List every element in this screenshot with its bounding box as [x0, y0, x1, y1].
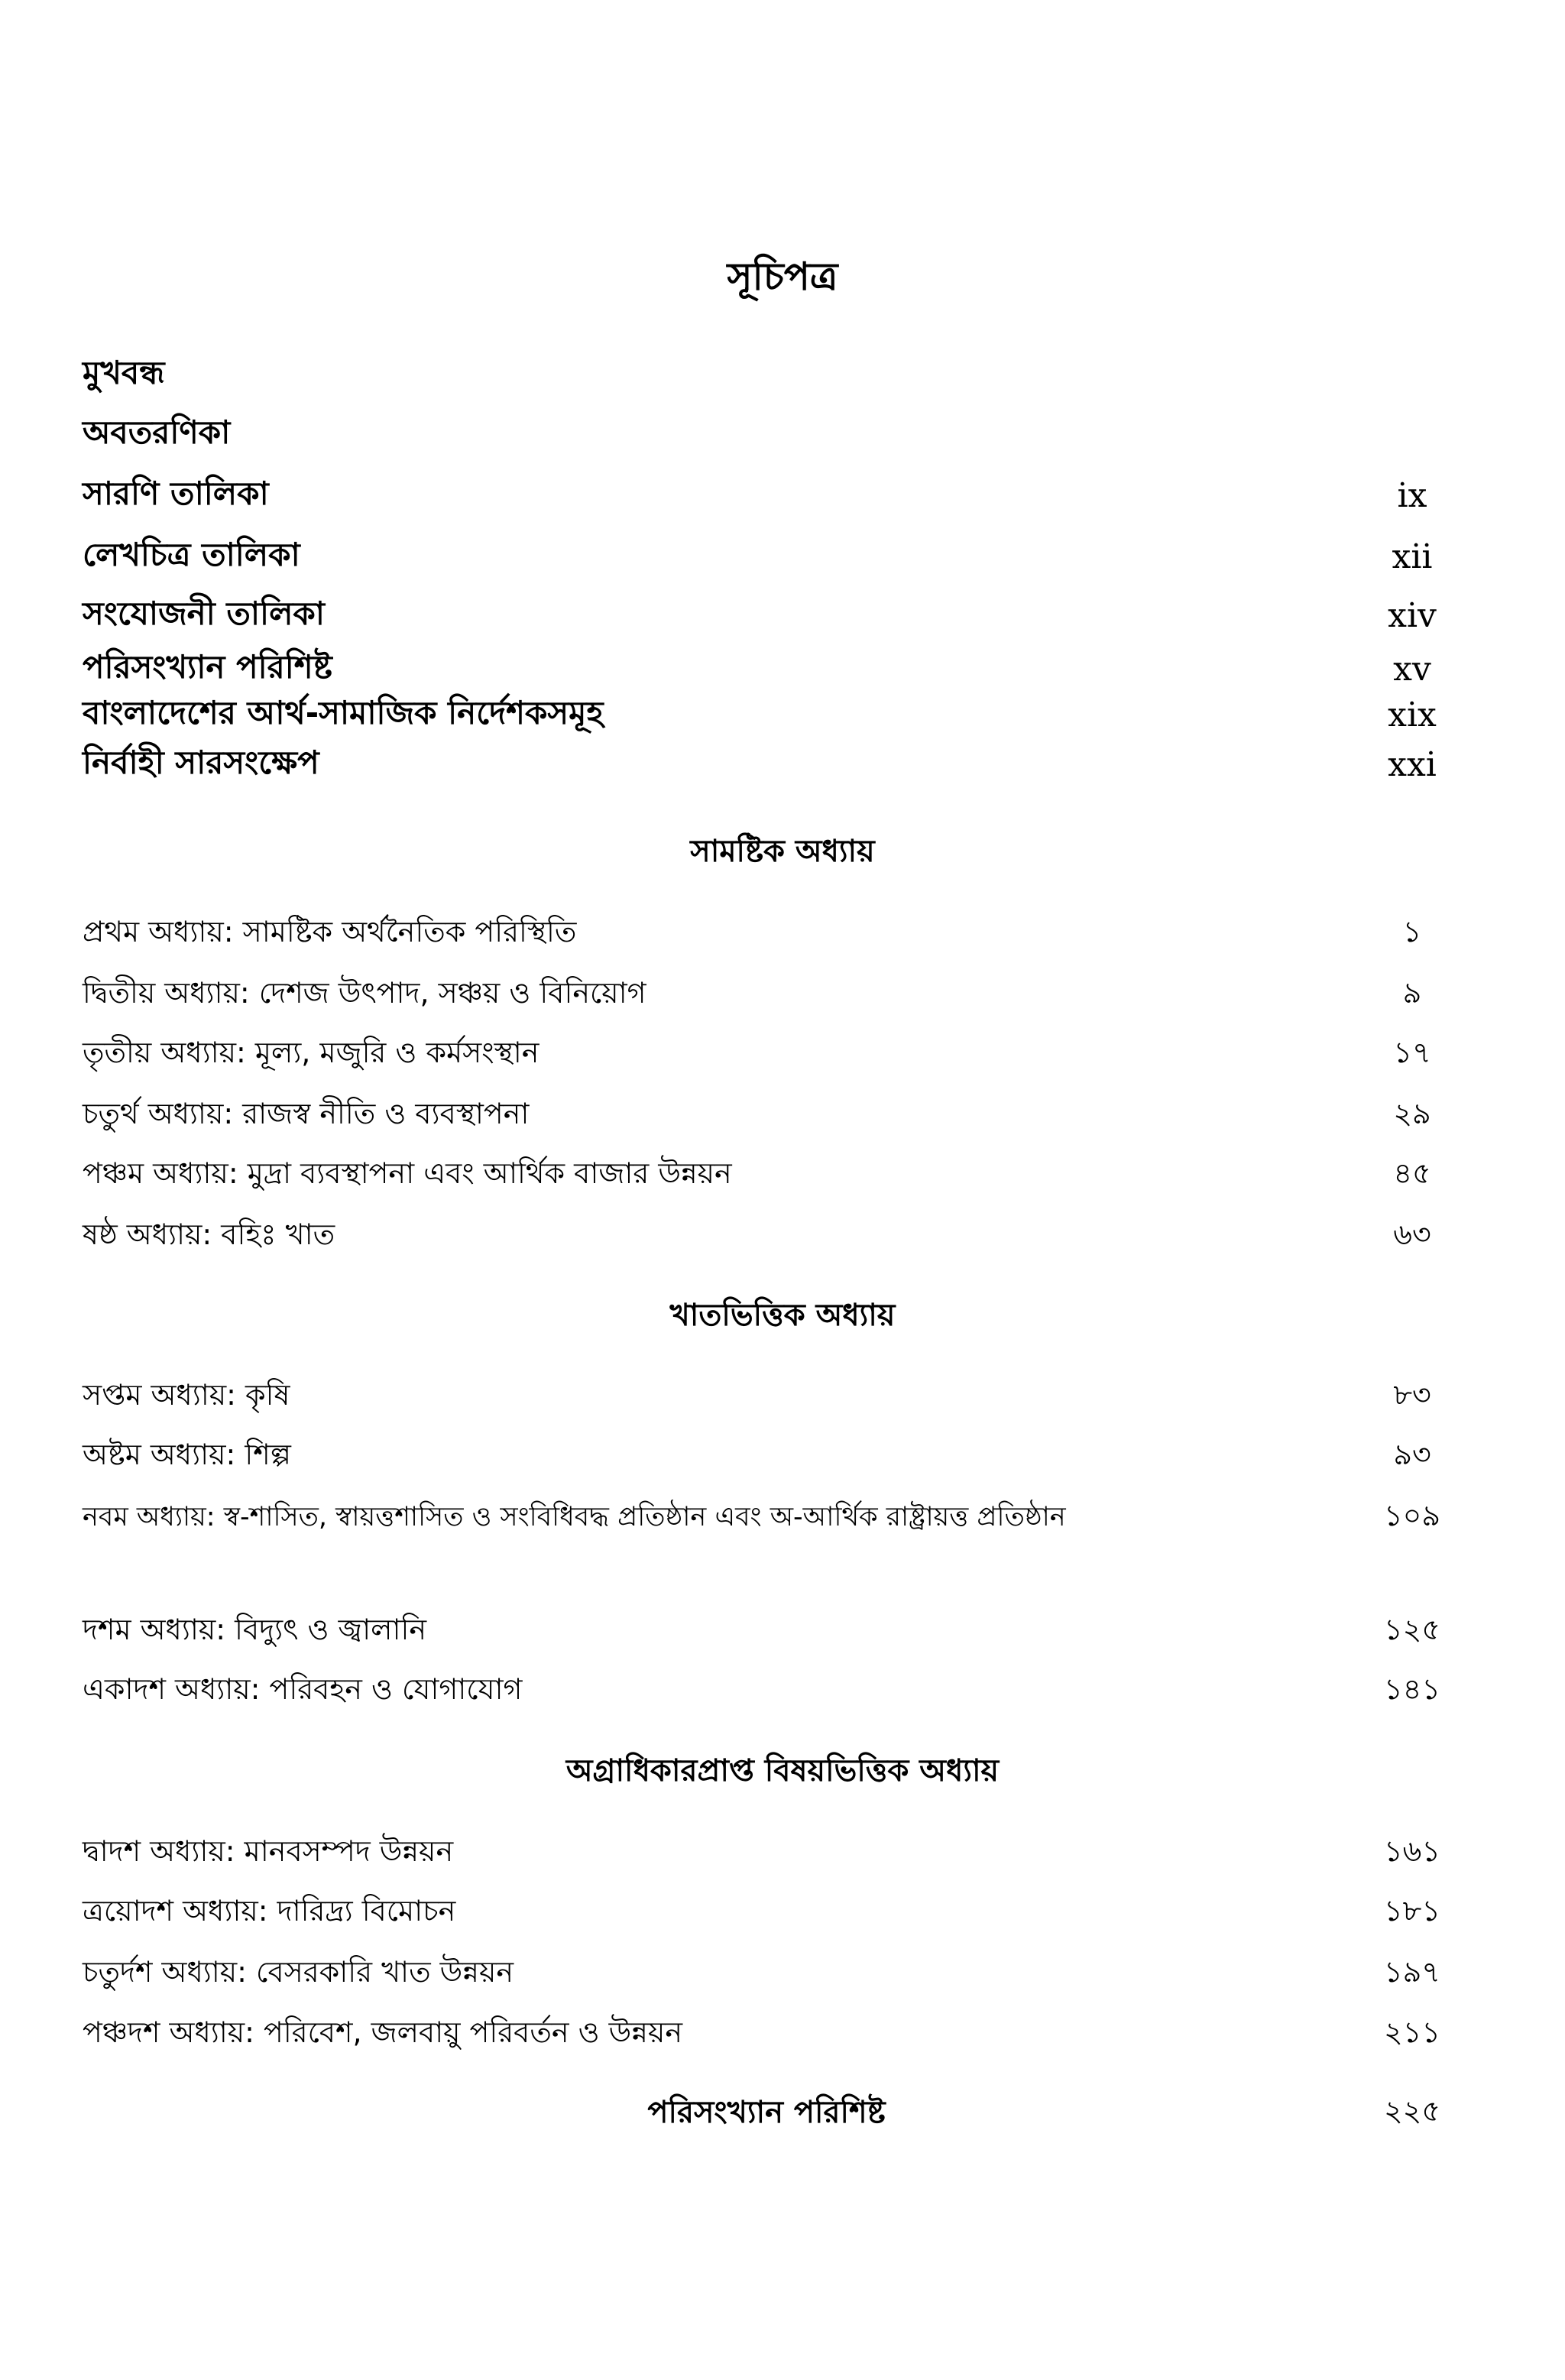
toc-entry[interactable]	[83, 1214, 1450, 1260]
toc-entry-label: পরিসংখ্যান পরিশিষ্ট	[83, 647, 332, 686]
toc-entry-label: অবতরণিকা	[83, 413, 231, 451]
toc-entry-label: পঞ্চম অধ্যায়: মুদ্রা ব্যবস্থাপনা এবং আর্থিক বাজার উন্নয়ন	[83, 1156, 732, 1190]
toc-page-number: xxi	[1388, 744, 1437, 784]
toc-page-number: ১৮১	[1384, 1894, 1440, 1928]
toc-entry-label: নির্বাহী সারসংক্ষেপ	[83, 743, 319, 781]
toc-entry-label: চতুর্দশ অধ্যায়: বেসরকারি খাত উন্নয়ন	[83, 1955, 514, 1989]
toc-entry[interactable]	[83, 411, 1450, 457]
toc-page-number: xiv	[1388, 595, 1437, 635]
toc-page-number: ১২৫	[1383, 1613, 1441, 1646]
toc-entry-label: প্রথম অধ্যায়: সামষ্টিক অর্থনৈতিক পরিস্থিতি	[83, 915, 577, 948]
toc-entry-label: দ্বিতীয় অধ্যায়: দেশজ উৎপাদ, সঞ্চয় ও বিনিয়োগ	[83, 976, 646, 1010]
toc-entry[interactable]	[83, 741, 1450, 787]
toc-page-number: ১৭	[1393, 1036, 1431, 1069]
toc-page-number: ১৯৭	[1383, 1955, 1441, 1989]
toc-page-number: xii	[1392, 537, 1433, 576]
toc-entry-appendix[interactable]	[83, 2090, 1450, 2136]
toc-entry-label: তৃতীয় অধ্যায়: মূল্য, মজুরি ও কর্মসংস্থান	[83, 1036, 539, 1069]
toc-page-number: ৪৫	[1393, 1156, 1431, 1190]
toc-entry[interactable]	[83, 592, 1450, 638]
toc-entry[interactable]	[83, 1951, 1450, 1997]
toc-entry[interactable]	[83, 1668, 1450, 1714]
toc-entry-label: অষ্টম অধ্যায়: শিল্প	[83, 1438, 291, 1471]
toc-entry-label: পরিসংখ্যান পরিশিষ্ট	[647, 2094, 886, 2130]
toc-entry[interactable]	[83, 2012, 1450, 2057]
toc-entry[interactable]	[83, 911, 1450, 957]
toc-page-number: ১৪১	[1384, 1672, 1440, 1706]
toc-entry[interactable]	[83, 533, 1450, 579]
page-title: সূচিপত্র	[727, 255, 838, 299]
toc-entry[interactable]	[83, 1495, 1450, 1541]
toc-page-number: ১৬১	[1383, 1834, 1441, 1868]
toc-page-number: ২১১	[1383, 2015, 1441, 2049]
toc-page-number: ৮৩	[1393, 1378, 1431, 1412]
toc-entry-label: সংযোজনী তালিকা	[83, 594, 325, 632]
toc-entry-label: মুখবন্ধ	[83, 353, 165, 391]
toc-entry[interactable]	[83, 646, 1450, 692]
toc-entry[interactable]	[83, 1609, 1450, 1655]
toc-entry[interactable]	[83, 1093, 1450, 1139]
toc-page-number: ৯৩	[1393, 1438, 1431, 1471]
toc-page-number: ১	[1402, 915, 1422, 948]
toc-entry-label: বাংলাদেশের আর্থ-সামাজিক নির্দেশকসমূহ	[83, 693, 604, 731]
toc-entry[interactable]	[83, 472, 1450, 518]
toc-page-number: ৯	[1402, 976, 1422, 1010]
section-heading: খাতভিত্তিক অধ্যায়	[669, 1297, 896, 1333]
toc-entry[interactable]	[83, 1032, 1450, 1078]
toc-page-number: xv	[1393, 649, 1431, 689]
toc-page-number: ৬৩	[1393, 1218, 1431, 1251]
toc-entry-label: সারণি তালিকা	[83, 474, 269, 512]
toc-entry-label: পঞ্চদশ অধ্যায়: পরিবেশ, জলবায়ু পরিবর্তন ও উন্নয়ন	[83, 2015, 683, 2049]
toc-entry[interactable]	[83, 972, 1450, 1018]
section-heading: অগ্রাধিকারপ্রাপ্ত বিষয়ভিত্তিক অধ্যায়	[565, 1753, 1000, 1788]
toc-entry-label: চতুর্থ অধ্যায়: রাজস্ব নীতি ও ব্যবস্থাপনা	[83, 1097, 530, 1130]
toc-page-number: ২৯	[1393, 1097, 1431, 1130]
toc-entry[interactable]	[83, 352, 1450, 397]
toc-entry-label: দশম অধ্যায়: বিদ্যুৎ ও জ্বালানি	[83, 1613, 427, 1646]
section-heading: সামষ্টিক অধ্যায়	[690, 833, 875, 869]
toc-entry[interactable]	[83, 1890, 1450, 1936]
toc-page-number: ১০৯	[1383, 1499, 1441, 1532]
toc-entry[interactable]	[83, 1374, 1450, 1420]
toc-entry-label: দ্বাদশ অধ্যায়: মানবসম্পদ উন্নয়ন	[83, 1834, 454, 1868]
toc-page-number: ix	[1397, 475, 1427, 515]
toc-entry[interactable]	[83, 692, 1450, 738]
toc-entry-label: সপ্তম অধ্যায়: কৃষি	[83, 1378, 290, 1412]
toc-entry-label: একাদশ অধ্যায়: পরিবহন ও যোগাযোগ	[83, 1672, 523, 1706]
toc-entry[interactable]	[83, 1434, 1450, 1480]
toc-entry-label: ষষ্ঠ অধ্যায়: বহিঃ খাত	[83, 1218, 335, 1251]
toc-entry[interactable]	[83, 1830, 1450, 1876]
toc-page-number: ২২৫	[1383, 2094, 1441, 2128]
toc-entry-label: ত্রয়োদশ অধ্যায়: দারিদ্র্য বিমোচন	[83, 1894, 456, 1928]
toc-page-number: xix	[1388, 695, 1437, 734]
toc-entry-label: নবম অধ্যায়: স্ব-শাসিত, স্বায়ত্তশাসিত ও সংবিধিবদ্ধ প্রতিষ্ঠান এবং অ-আর্থিক রাষ্ট্রায়ত্ত প্রতিষ্ঠান	[83, 1501, 1066, 1532]
toc-entry-label: লেখচিত্র তালিকা	[83, 535, 300, 573]
toc-entry[interactable]	[83, 1153, 1450, 1198]
